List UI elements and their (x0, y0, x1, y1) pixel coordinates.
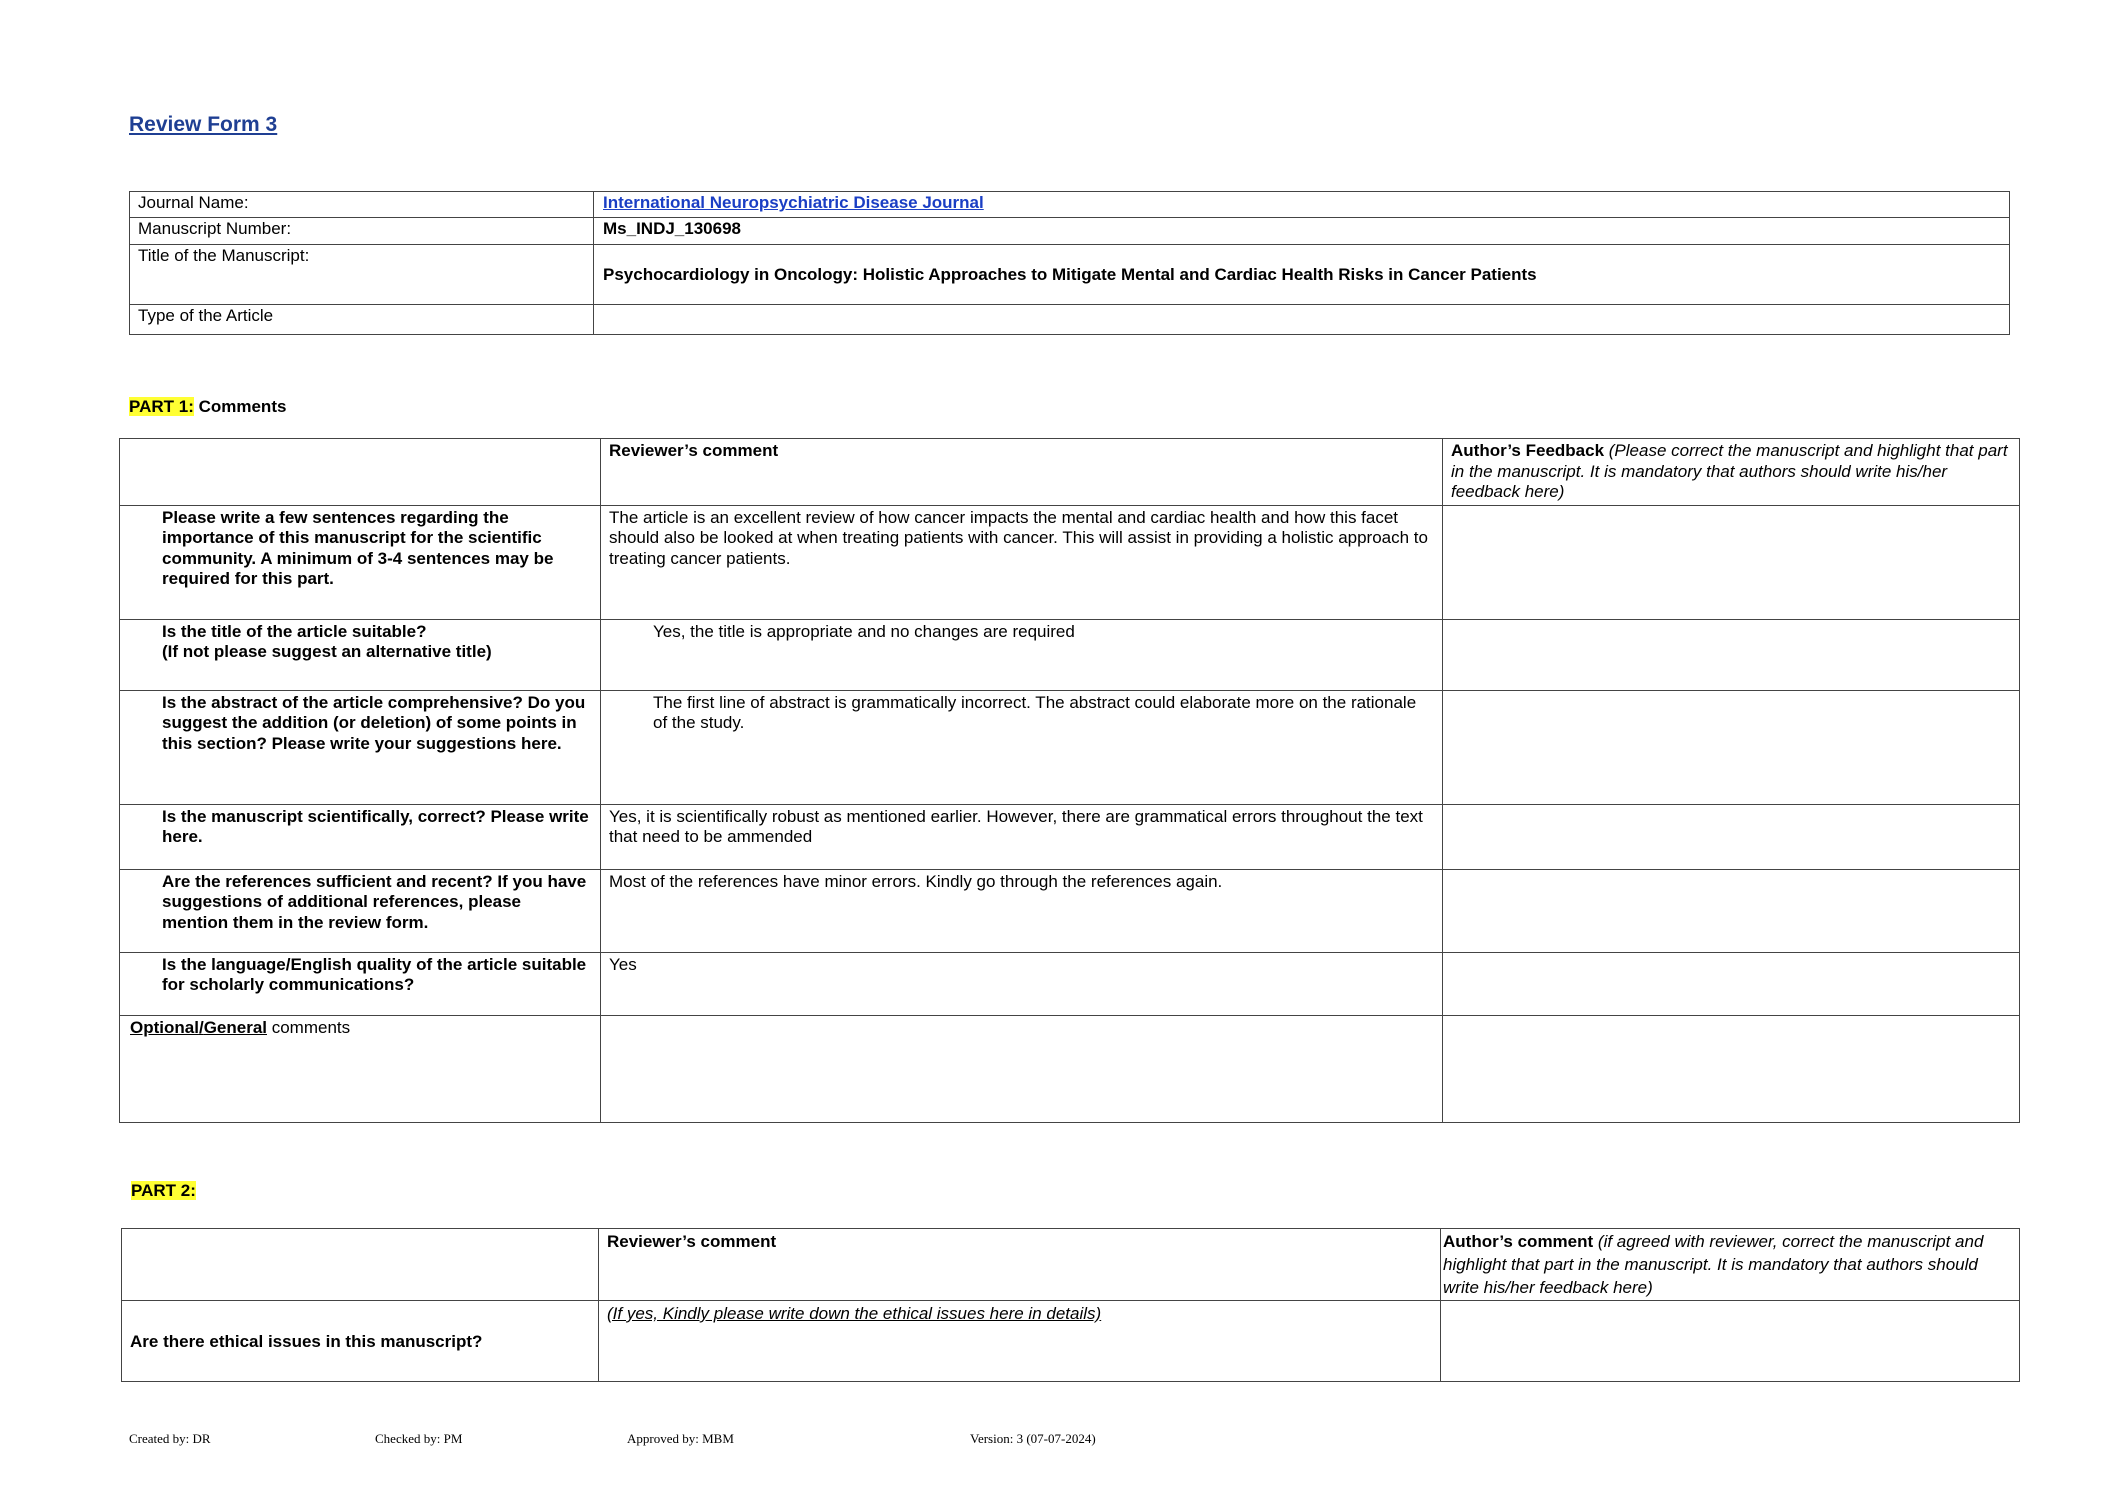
manuscript-number-row (130, 218, 2010, 245)
form-title: Review Form 3 (129, 113, 278, 136)
part1-heading (129, 397, 286, 417)
article-type-row (130, 305, 2010, 335)
part1-header-row (120, 439, 2020, 506)
part2-ethics-table (121, 1228, 2020, 1382)
manuscript-title-row (130, 245, 2010, 305)
author-feedback[interactable] (1443, 505, 2020, 619)
manuscript-number-value: Ms_INDJ_130698 (594, 218, 2010, 245)
table-row (120, 619, 2020, 690)
article-type-value[interactable] (594, 305, 2010, 335)
question-references: Are the references sufficient and recent? If you have suggestions of additional references, please mention them in the review form. (120, 869, 601, 952)
question-language: Is the language/English quality of the article suitable for scholarly communications? (120, 952, 601, 1015)
reviewer-comment[interactable]: The first line of abstract is grammatically incorrect. The abstract could elaborate more on the rationale of the study. (601, 690, 1443, 804)
optional-reviewer-comment[interactable] (601, 1015, 1443, 1122)
footer-checked-by: Checked by: PM (375, 1431, 463, 1446)
footer-created-by: Created by: DR (129, 1431, 211, 1446)
manuscript-number-label: Manuscript Number: (130, 218, 594, 245)
table-row (120, 952, 2020, 1015)
manuscript-info-table (129, 191, 2010, 335)
question-abstract: Is the abstract of the article comprehensive? Do you suggest the addition (or deletion) of some points in this section? Please write your suggestions here. (120, 690, 601, 804)
table-row (120, 690, 2020, 804)
reviewer-comment[interactable]: Most of the references have minor errors. Kindly go through the references again. (601, 869, 1443, 952)
table-row (120, 869, 2020, 952)
part1-label: PART 1: (129, 397, 194, 416)
question-ethical-issues: Are there ethical issues in this manuscript? (122, 1301, 599, 1382)
author-feedback[interactable] (1443, 952, 2020, 1015)
question-scientific: Is the manuscript scientifically, correct? Please write here. (120, 804, 601, 869)
author-feedback-header (1443, 439, 2020, 506)
reviewer-comment[interactable]: Yes (601, 952, 1443, 1015)
optional-author-feedback[interactable] (1443, 1015, 2020, 1122)
journal-label: Journal Name: (130, 192, 594, 218)
ethics-author-comment[interactable] (1441, 1301, 2020, 1382)
footer-approved-by: Approved by: MBM (627, 1431, 734, 1446)
manuscript-title-value: Psychocardiology in Oncology: Holistic Approaches to Mitigate Mental and Cardiac Health Risks in Cancer Patients (594, 245, 2010, 305)
part2-author-comment-header-bold: Author’s comment (1443, 1232, 1594, 1251)
question-importance: Please write a few sentences regarding the importance of this manuscript for the scientific community. A minimum of 3-4 sentences may be required for this part. (120, 505, 601, 619)
reviewer-comment[interactable]: Yes, it is scientifically robust as mentioned earlier. However, there are grammatical errors throughout the text that need to be ammended (601, 804, 1443, 869)
footer-version: Version: 3 (07-07-2024) (970, 1431, 1096, 1446)
author-feedback-header-note: (Please correct the manuscript and highlight that part in the manuscript. It is mandatory that authors should write his/her feedback here) (1451, 441, 2008, 501)
author-feedback-header-bold: Author’s Feedback (1451, 441, 1605, 460)
author-feedback[interactable] (1443, 690, 2020, 804)
question-title-suitable: Is the title of the article suitable? (If not please suggest an alternative title) (120, 619, 601, 690)
author-feedback[interactable] (1443, 619, 2020, 690)
manuscript-title-label: Title of the Manuscript: (130, 245, 594, 305)
journal-row (130, 192, 2010, 218)
part1-label-suffix: Comments (193, 397, 287, 416)
author-feedback[interactable] (1443, 804, 2020, 869)
optional-comments-label: Optional/General comments (120, 1015, 601, 1122)
ethics-row (122, 1301, 2020, 1382)
part1-comments-table (119, 438, 2020, 1123)
part2-heading (131, 1181, 196, 1201)
reviewer-comment[interactable]: Yes, the title is appropriate and no changes are required (601, 619, 1443, 690)
reviewer-comment[interactable]: The article is an excellent review of how cancer impacts the mental and cardiac health and how this facet should also be looked at when treating patients with cancer. This will assist in providing a holistic approach to treating cancer patients. (601, 505, 1443, 619)
ethics-reviewer-comment[interactable]: (If yes, Kindly please write down the ethical issues here in details) (599, 1301, 1441, 1382)
part2-reviewer-comment-header: Reviewer’s comment (599, 1229, 1441, 1301)
part2-header-row (122, 1229, 2020, 1301)
optional-comments-row (120, 1015, 2020, 1122)
article-type-label: Type of the Article (130, 305, 594, 335)
author-feedback[interactable] (1443, 869, 2020, 952)
table-row (120, 505, 2020, 619)
part2-author-comment-header-note: (if agreed with reviewer, correct the manuscript and highlight that part in the manuscript. It is mandatory that authors should write his/her feedback here) (1443, 1232, 1984, 1297)
reviewer-comment-header: Reviewer’s comment (601, 439, 1443, 506)
journal-link[interactable]: International Neuropsychiatric Disease Journal (603, 193, 984, 212)
part2-label: PART 2: (131, 1181, 196, 1200)
table-row (120, 804, 2020, 869)
part2-author-comment-header (1441, 1229, 2020, 1301)
